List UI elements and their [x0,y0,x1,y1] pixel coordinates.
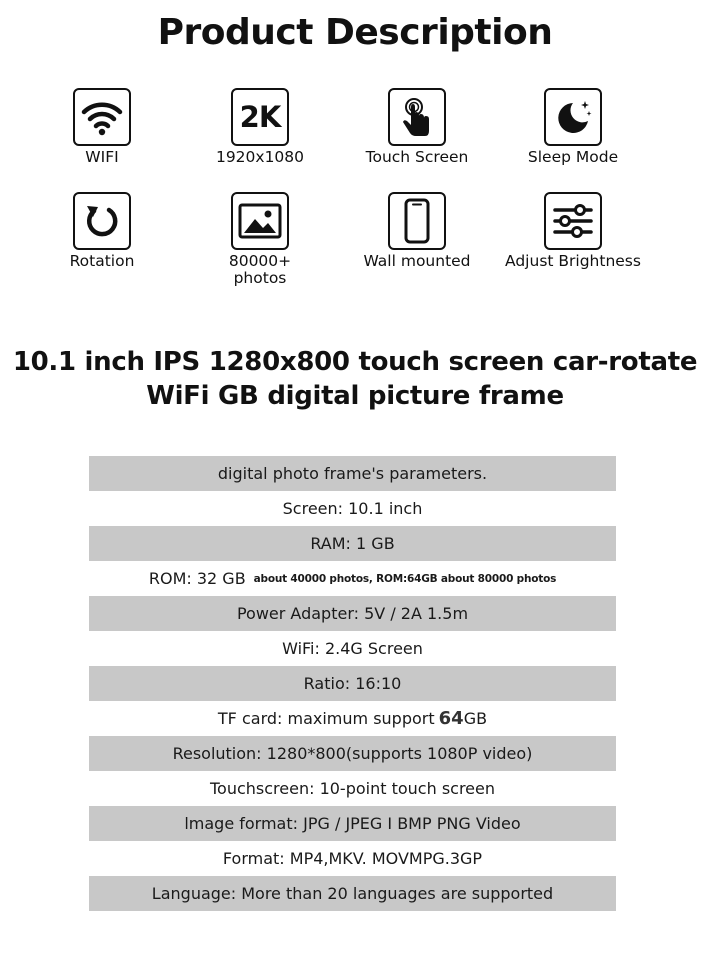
tf-suffix: GB [463,709,488,728]
headline-line-2: WiFi GB digital picture frame [146,381,564,411]
tf-prefix: TF card: maximum support [217,709,435,728]
feature-label: Wall mounted [363,252,471,270]
param-row-ratio: Ratio: 16:10 [89,666,616,701]
feature-rotation [27,192,177,270]
feature-wifi [27,88,177,166]
param-row-image-format: lmage format: JPG / JPEG I BMP PNG Video [89,806,616,841]
wifi-icon [73,88,131,146]
feature-label: 80000+ photos [228,252,292,287]
param-row-rom [89,561,616,596]
feature-2k [185,88,335,166]
param-row-language: Language: More than 20 languages are supported [89,876,616,911]
feature-grid [0,88,710,318]
param-row-touchscreen: Touchscreen: 10-point touch screen [209,779,496,798]
feature-label: Adjust Brightness [505,252,641,270]
rom-main: ROM: 32 GB [148,569,246,588]
moon-icon [544,88,602,146]
feature-photos [185,192,335,287]
param-row-ram: RAM: 1 GB [89,526,616,561]
page-title: Product Description [157,12,553,53]
rotate-icon [73,192,131,250]
product-headline [0,345,710,413]
feature-brightness [498,192,648,270]
feature-label: 1920x1080 [215,148,305,166]
headline-line-1: 10.1 inch IPS 1280x800 touch screen car-rotate [12,347,698,377]
param-row-wifi: WiFi: 2.4G Screen [282,639,423,658]
tf-value: 64 [438,708,464,729]
feature-wall-mounted [342,192,492,270]
feature-sleep [498,88,648,166]
rom-note: about 40000 photos, ROM:64GB about 80000 photos [253,572,557,585]
param-row-power: Power Adapter: 5V / 2A 1.5m [89,596,616,631]
param-row-tf-card [89,701,616,736]
feature-label: Rotation [69,252,135,270]
tablet-icon [388,192,446,250]
param-row-format: Format: MP4,MKV. MOVMPG.3GP [222,849,483,868]
param-row-header: digital photo frame's parameters. [89,456,616,491]
param-row-resolution: Resolution: 1280*800(supports 1080P video) [89,736,616,771]
photo-icon [231,192,289,250]
param-row-screen: Screen: 10.1 inch [282,499,423,518]
feature-label: WIFI [85,148,119,166]
parameters-table [89,456,616,911]
feature-touch [342,88,492,166]
touch-icon [388,88,446,146]
2k-icon: 2K [231,88,289,146]
sliders-icon [544,192,602,250]
feature-label: Sleep Mode [527,148,619,166]
feature-label: Touch Screen [365,148,469,166]
